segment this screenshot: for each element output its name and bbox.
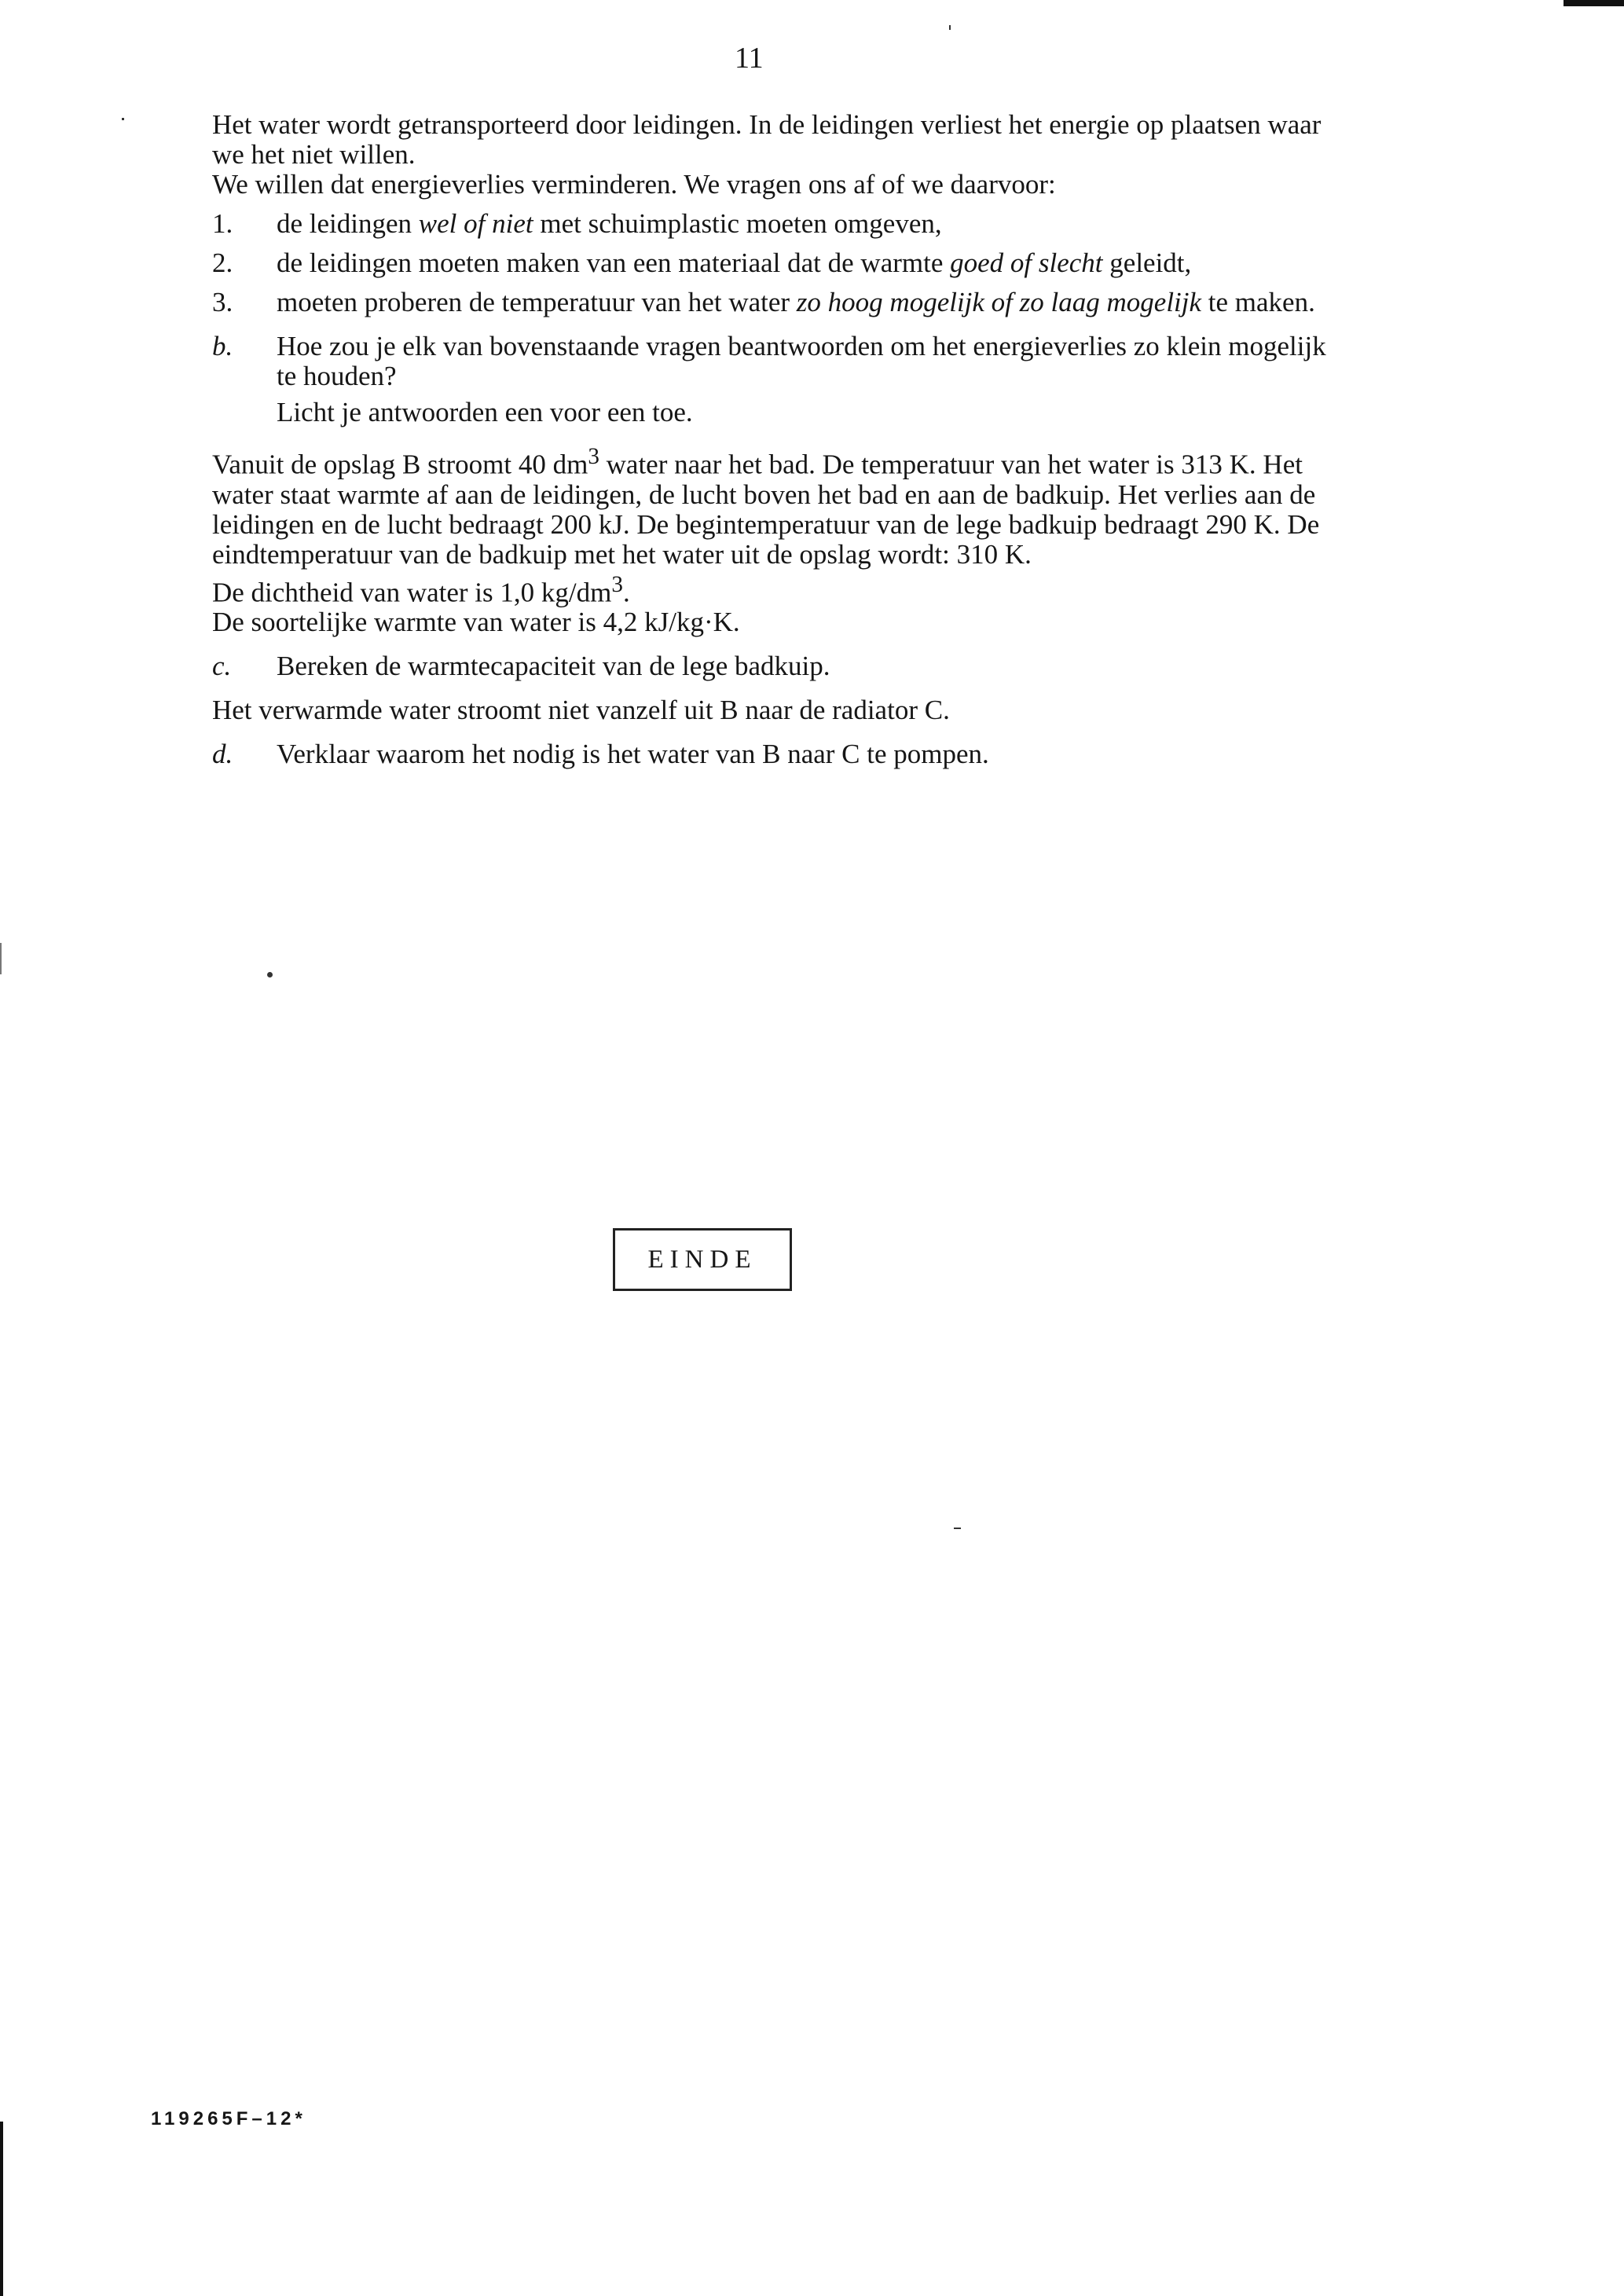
scenario-paragraph bbox=[212, 442, 1344, 570]
radiator-paragraph: Het verwarmde water stroomt niet vanzelf uit B naar de radiator C. bbox=[212, 695, 950, 726]
scan-speck bbox=[949, 25, 951, 30]
question-d bbox=[212, 739, 1344, 769]
question-b-text-2: Licht je antwoorden een voor een toe. bbox=[277, 397, 693, 427]
question-c-text: Bereken de warmtecapaciteit van de lege badkuip. bbox=[277, 651, 830, 682]
scenario-text-rest: water naar het bad. De temperatuur van het water is 313 K. Het water staat warmte af aan de leidingen, de lucht boven het bad en aan de badkuip. Het verlies aan de leidingen en de lucht bedraagt 200 kJ. De begintemperatuur van de lege badkuip bedraagt 290 K. De eindtemperatuur van de badkuip met het water uit de opslag wordt: 310 K. bbox=[212, 449, 1320, 570]
question-b bbox=[212, 332, 1344, 427]
scan-speck bbox=[267, 972, 273, 977]
density-line bbox=[212, 570, 1344, 608]
list-item bbox=[212, 248, 1344, 278]
list-item bbox=[212, 288, 1344, 317]
intro-paragraph-1: Het water wordt getransporteerd door leidingen. In de leidingen verliest het energie op plaatsen waar we het niet willen. bbox=[212, 109, 1322, 170]
intro-paragraph-2: We willen dat energieverlies verminderen. We vragen ons af of we daarvoor: bbox=[212, 169, 1056, 200]
density-text: De dichtheid van water is 1,0 kg/dm bbox=[212, 577, 612, 608]
question-b-label: b. bbox=[212, 331, 233, 361]
list-item-number: 3. bbox=[212, 287, 233, 317]
superscript: 3 bbox=[611, 571, 623, 597]
scan-edge-bar bbox=[1564, 0, 1624, 6]
list-item-text-after: geleidt, bbox=[1102, 248, 1192, 278]
question-d-label: d. bbox=[212, 739, 233, 770]
density-end: . bbox=[622, 577, 630, 608]
list-item bbox=[212, 209, 1344, 239]
einde-box bbox=[613, 1228, 792, 1291]
scan-edge-bar bbox=[0, 2122, 3, 2296]
question-c bbox=[212, 651, 1344, 681]
scenario-text-start: Vanuit de opslag B stroomt 40 dm bbox=[212, 449, 588, 480]
list-item-emphasis: goed of slecht bbox=[950, 248, 1103, 278]
scan-edge-bar bbox=[0, 943, 2, 974]
list-item-number: 1. bbox=[212, 208, 233, 239]
superscript: 3 bbox=[588, 444, 599, 469]
list-item-emphasis: zo hoog mogelijk of zo laag mogelijk bbox=[796, 287, 1202, 317]
list-item-emphasis: wel of niet bbox=[418, 208, 533, 239]
question-c-label: c. bbox=[212, 651, 232, 682]
question-d-text: Verklaar waarom het nodig is het water van B naar C te pompen. bbox=[277, 739, 989, 770]
list-item-text-after: te maken. bbox=[1201, 287, 1315, 317]
page-number: 11 bbox=[735, 42, 764, 75]
scan-speck bbox=[954, 1528, 961, 1529]
list-item-text-after: met schuimplastic moeten omgeven, bbox=[533, 208, 942, 239]
specific-heat-line: De soortelijke warmte van water is 4,2 kJ/kg·K. bbox=[212, 607, 740, 638]
document-body bbox=[212, 110, 1344, 769]
list-item-text-before: moeten proberen de temperatuur van het water bbox=[277, 287, 797, 317]
footer-code: 119265F–12* bbox=[151, 2108, 306, 2129]
list-item-text-before: de leidingen moeten maken van een materiaal dat de warmte bbox=[277, 248, 951, 278]
list-item-number: 2. bbox=[212, 248, 233, 278]
list-item-text-before: de leidingen bbox=[277, 208, 419, 239]
scan-speck bbox=[122, 118, 124, 120]
einde-label: EINDE bbox=[647, 1245, 757, 1274]
question-b-text: Hoe zou je elk van bovenstaande vragen beantwoorden om het energieverlies zo klein mogelijk te houden? bbox=[277, 331, 1326, 391]
